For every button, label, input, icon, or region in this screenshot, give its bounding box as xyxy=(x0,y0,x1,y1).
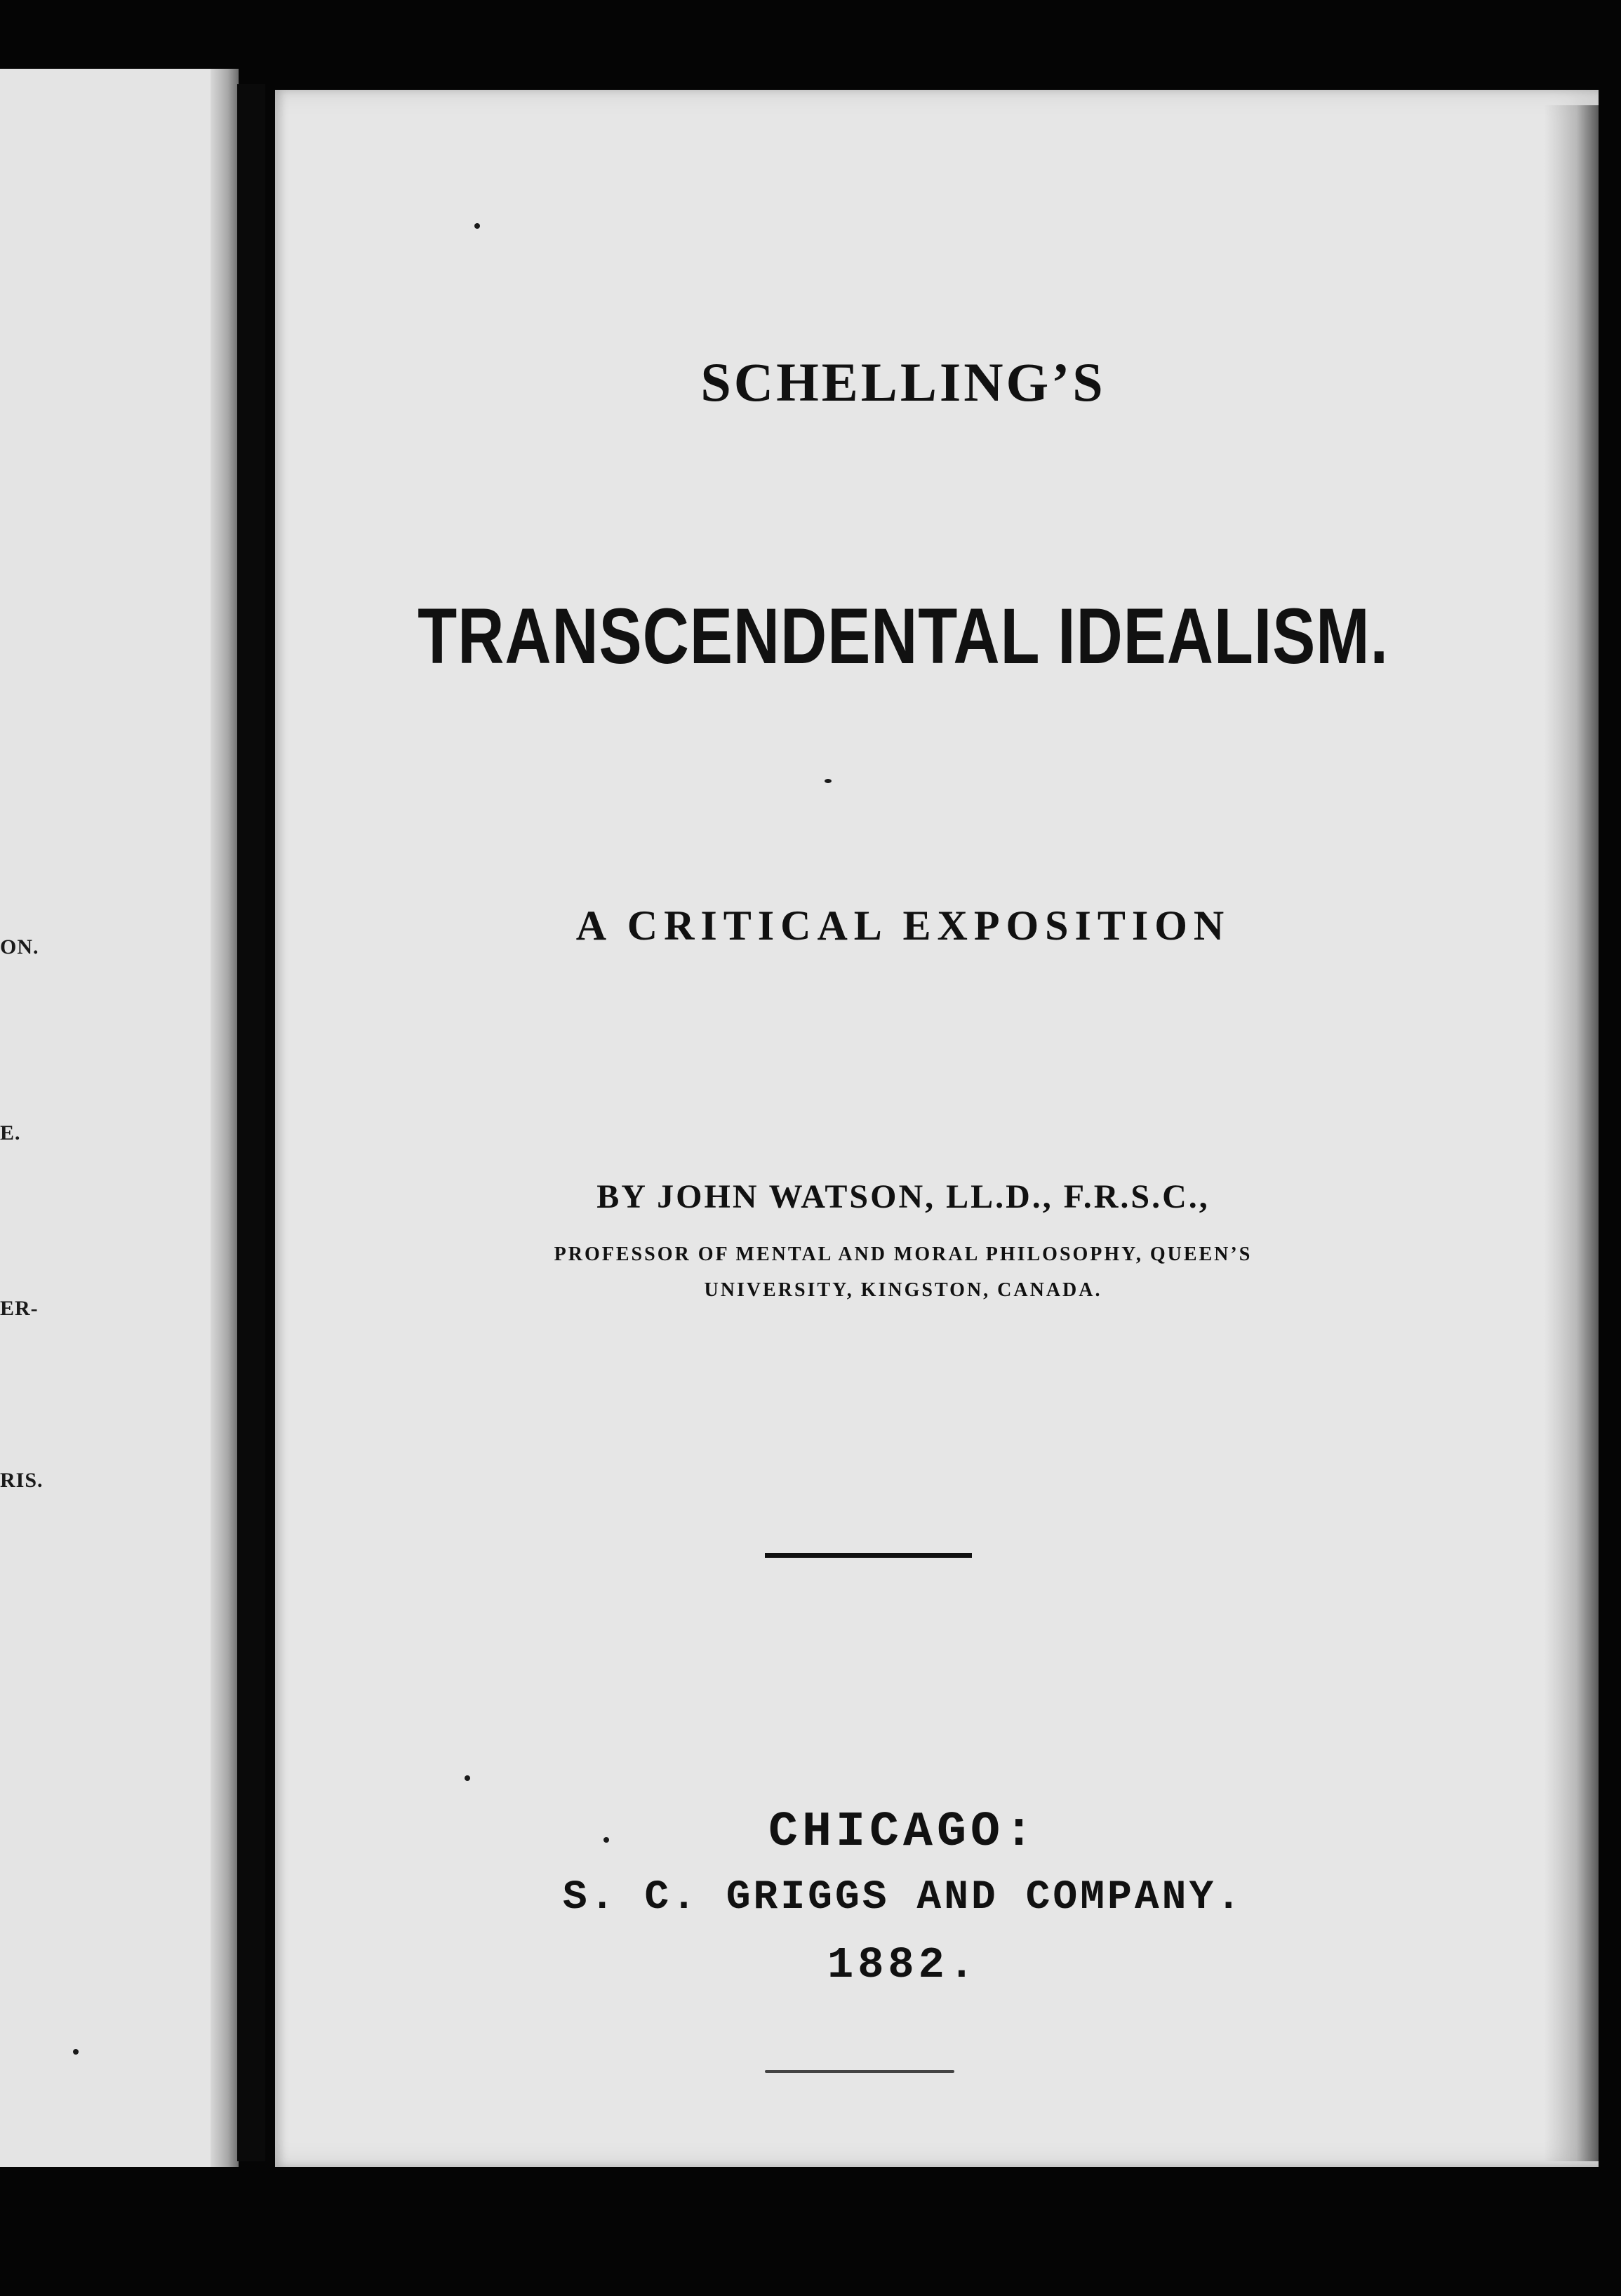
ink-speck xyxy=(603,1837,609,1843)
ink-speck xyxy=(73,2049,79,2055)
affiliation-line-1: PROFESSOR OF MENTAL AND MORAL PHILOSOPHY, QUEEN’S xyxy=(554,1243,1253,1265)
left-page-fragment: ON. xyxy=(0,935,39,959)
publication-year: 1882. xyxy=(827,1940,980,1990)
left-page-gutter xyxy=(211,69,239,2167)
page-edge-shadow xyxy=(1544,105,1599,2161)
ink-speck xyxy=(465,1775,470,1781)
left-page-fragment: RIS. xyxy=(0,1469,44,1492)
left-facing-page xyxy=(0,69,235,2167)
left-page-fragment: ER- xyxy=(0,1297,39,1320)
ink-speck xyxy=(825,779,832,783)
author-line: BY JOHN WATSON, LL.D., F.R.S.C., xyxy=(596,1178,1210,1215)
affiliation-line-2: UNIVERSITY, KINGSTON, CANADA. xyxy=(704,1279,1102,1301)
title-line-1: SCHELLING’S xyxy=(700,352,1106,413)
ink-smudge xyxy=(765,2070,954,2073)
publisher-name: S. C. GRIGGS AND COMPANY. xyxy=(562,1875,1244,1921)
subtitle: A CRITICAL EXPOSITION xyxy=(575,902,1231,949)
left-page-fragment: E. xyxy=(0,1121,21,1144)
ink-speck xyxy=(474,223,480,229)
publisher-city: CHICAGO: xyxy=(768,1805,1039,1860)
title-line-2: TRANSCENDENTAL IDEALISM. xyxy=(418,592,1389,680)
book-spine xyxy=(237,84,265,2161)
horizontal-rule xyxy=(765,1553,972,1558)
